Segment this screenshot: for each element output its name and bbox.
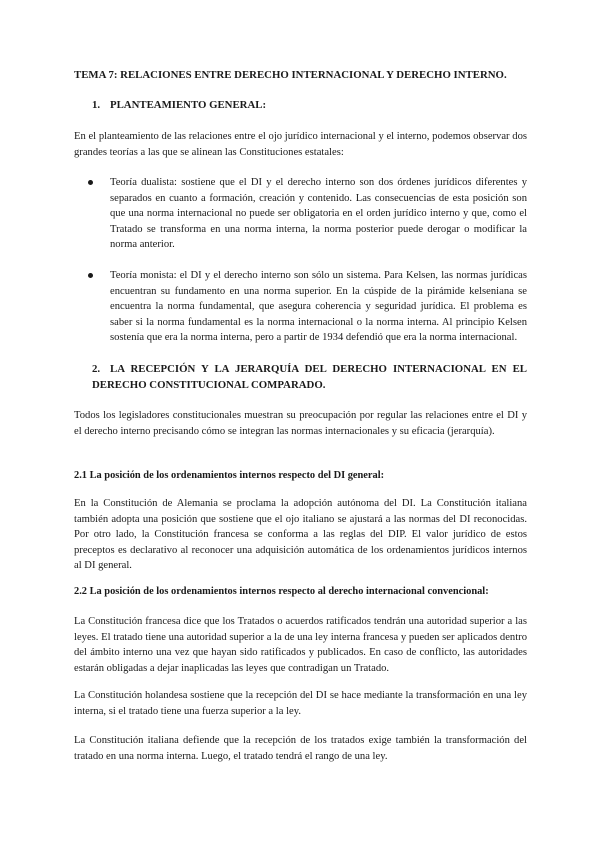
section-2-heading [92,362,527,393]
section-1-title: PLANTEAMIENTO GENERAL: [110,99,267,111]
subsection-2-1-heading: 2.1 La posición de los ordenamientos internos respecto del DI general: [74,470,385,481]
section-1-intro: En el planteamiento de las relaciones entre el ojo jurídico internacional y el interno, podemos observar dos grandes teorías a las que se alinean las Constituciones estatales: [74,131,527,158]
bullet-icon [88,273,93,278]
subsection-2-2-heading: 2.2 La posición de los ordenamientos internos respecto al derecho internacional convencional: [74,586,489,597]
section-1-heading [92,98,527,114]
section-2-title: LA RECEPCIÓN Y LA JERARQUÍA DEL DERECHO INTERNACIONAL EN EL DERECHO CONSTITUCIONAL COMPARADO. [92,363,527,391]
paragraph: La Constitución francesa dice que los Tratados o acuerdos ratificados tendrán una autoridad superior a las leyes. El tratado tiene una autoridad superior a la de una ley interna francesa y pueden ser aplicados dentro del ámbito interno una vez que hayan sido ratificados y publicados. En caso de conflicto, las autoridades estarán obligadas a dejar inaplicadas las leyes que contradigan un Tratado. [74,616,527,674]
list-item-text: Teoría dualista: sostiene que el DI y el derecho interno son dos órdenes jurídicos diferentes y separados en cuanto a formación, creación y contenido. Las consecuencias de esta posición son que una norma internacional no puede ser obligatoria en el orden jurídico interno y que, como el Tratado se transforma en una norma interna, la norma posterior puede derogar o modificar la norma anterior. [110,177,527,250]
section-1-number: 1. [92,99,101,111]
document-title: TEMA 7: RELACIONES ENTRE DERECHO INTERNACIONAL Y DERECHO INTERNO. [74,69,507,81]
bullet-icon [88,180,93,185]
paragraph: La Constitución italiana defiende que la recepción de los tratados exige también la transformación del tratado en una norma interna. Luego, el tratado tendrá el rango de una ley. [74,735,527,762]
list-item [110,175,527,253]
list-item [110,268,527,346]
section-2-number: 2. [92,363,101,375]
paragraph: La Constitución holandesa sostiene que la recepción del DI se hace mediante la transformación en una ley interna, si el tratado tiene una fuerza superior a la ley. [74,690,527,717]
subsection-2-1-text: En la Constitución de Alemania se proclama la adopción autónoma del DI. La Constitución italiana también adopta una posición que sostiene que el ojo italiano se ajustará a las normas del DI reconocidas. Por otro lado, la Constitución francesa se conforma a las reglas del DIP. El valor jurídico de estos preceptos es declarativo al reconocer una adquisición automática de los ordenamientos jurídicos internos al DI general. [74,498,527,571]
list-item-text: Teoría monista: el DI y el derecho interno son sólo un sistema. Para Kelsen, las normas jurídicas encuentran su fundamento en una norma superior. En la cúspide de la pirámide kelseniana se encuentra la norma fundamental, que asegura coherencia y seguridad jurídica. El problema es saber si la norma fundamental es la norma internacional o la norma interna. Al principio Kelsen sostenía que era la norma interna, pero a partir de 1934 defendió que era la norma internacional. [110,270,527,343]
section-2-intro: Todos los legisladores constitucionales muestran su preocupación por regular las relaciones entre el DI y el derecho interno precisando cómo se integran las normas internacionales y su eficacia (jerarquía). [74,410,527,437]
